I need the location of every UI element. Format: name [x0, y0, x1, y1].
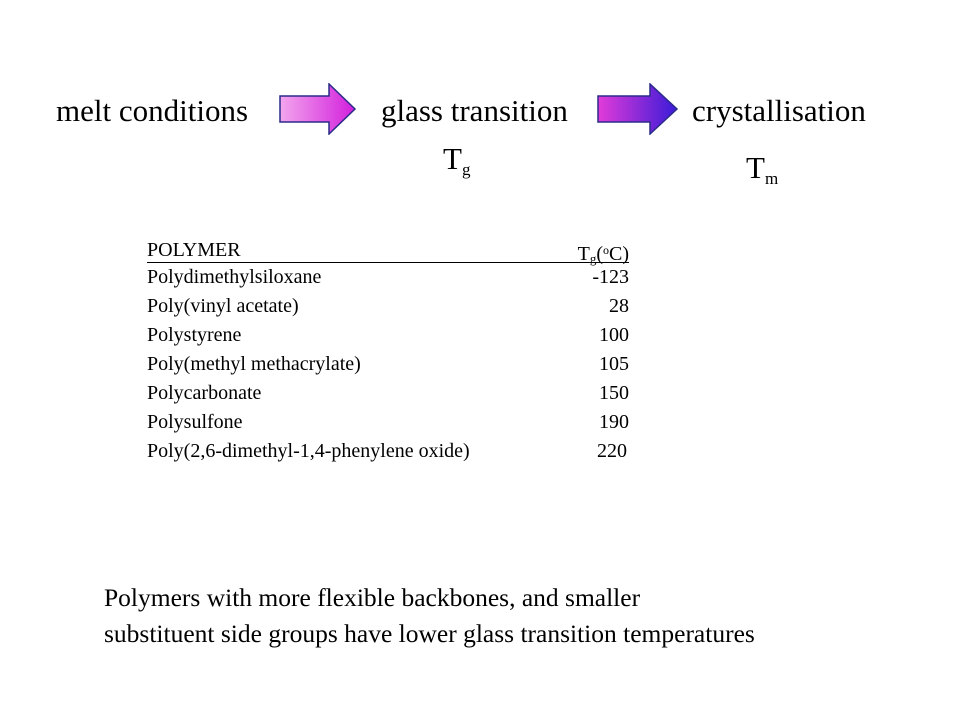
polymer-name: Poly(2,6-dimethyl-1,4-phenylene oxide) [147, 440, 470, 462]
tm-subscript: m [764, 169, 779, 188]
tm-letter: T [746, 150, 765, 185]
arrow-right-icon [597, 83, 679, 135]
polymer-name: Polystyrene [147, 324, 242, 346]
stage-melt-conditions: melt conditions [56, 93, 249, 128]
polymer-name: Polysulfone [147, 411, 243, 433]
stage-glass-transition: glass transition [381, 93, 568, 128]
table-row [147, 437, 637, 466]
table-row [147, 350, 637, 379]
tg-symbol [443, 141, 470, 180]
tg-value: 100 [599, 324, 629, 346]
tm-symbol [746, 150, 778, 189]
tg-value: 190 [599, 411, 629, 433]
tg-subscript: g [461, 160, 471, 179]
table-row [147, 263, 637, 292]
tg-value: 105 [599, 353, 629, 375]
table-row [147, 292, 637, 321]
tg-letter: T [443, 141, 462, 176]
tg-value: 150 [599, 382, 629, 404]
header-unit: C) [609, 243, 629, 265]
note-line-1: Polymers with more flexible backbones, and smaller [104, 583, 641, 612]
tg-value: 220 [597, 440, 627, 462]
tg-value: 28 [609, 295, 629, 317]
table-row [147, 321, 637, 350]
stage-crystallisation: crystallisation [692, 93, 866, 128]
table-row [147, 379, 637, 408]
summary-note [104, 580, 755, 652]
polymer-name: Poly(vinyl acetate) [147, 295, 299, 317]
polymer-name: Polycarbonate [147, 382, 262, 404]
header-polymer: POLYMER [147, 239, 241, 261]
tg-value: -123 [592, 266, 629, 288]
arrow-right-icon [279, 83, 357, 135]
header-tg-subscript: g [589, 251, 597, 266]
polymer-name: Polydimethylsiloxane [147, 266, 322, 288]
header-degree: o [603, 243, 609, 257]
table-row [147, 408, 637, 437]
polymer-tg-table [147, 237, 637, 466]
table-header [147, 237, 629, 266]
header-tg-letter: T [577, 243, 590, 265]
header-open-paren: ( [596, 243, 603, 265]
note-line-2: substituent side groups have lower glass transition temperatures [104, 619, 755, 648]
polymer-name: Poly(methyl methacrylate) [147, 353, 361, 375]
